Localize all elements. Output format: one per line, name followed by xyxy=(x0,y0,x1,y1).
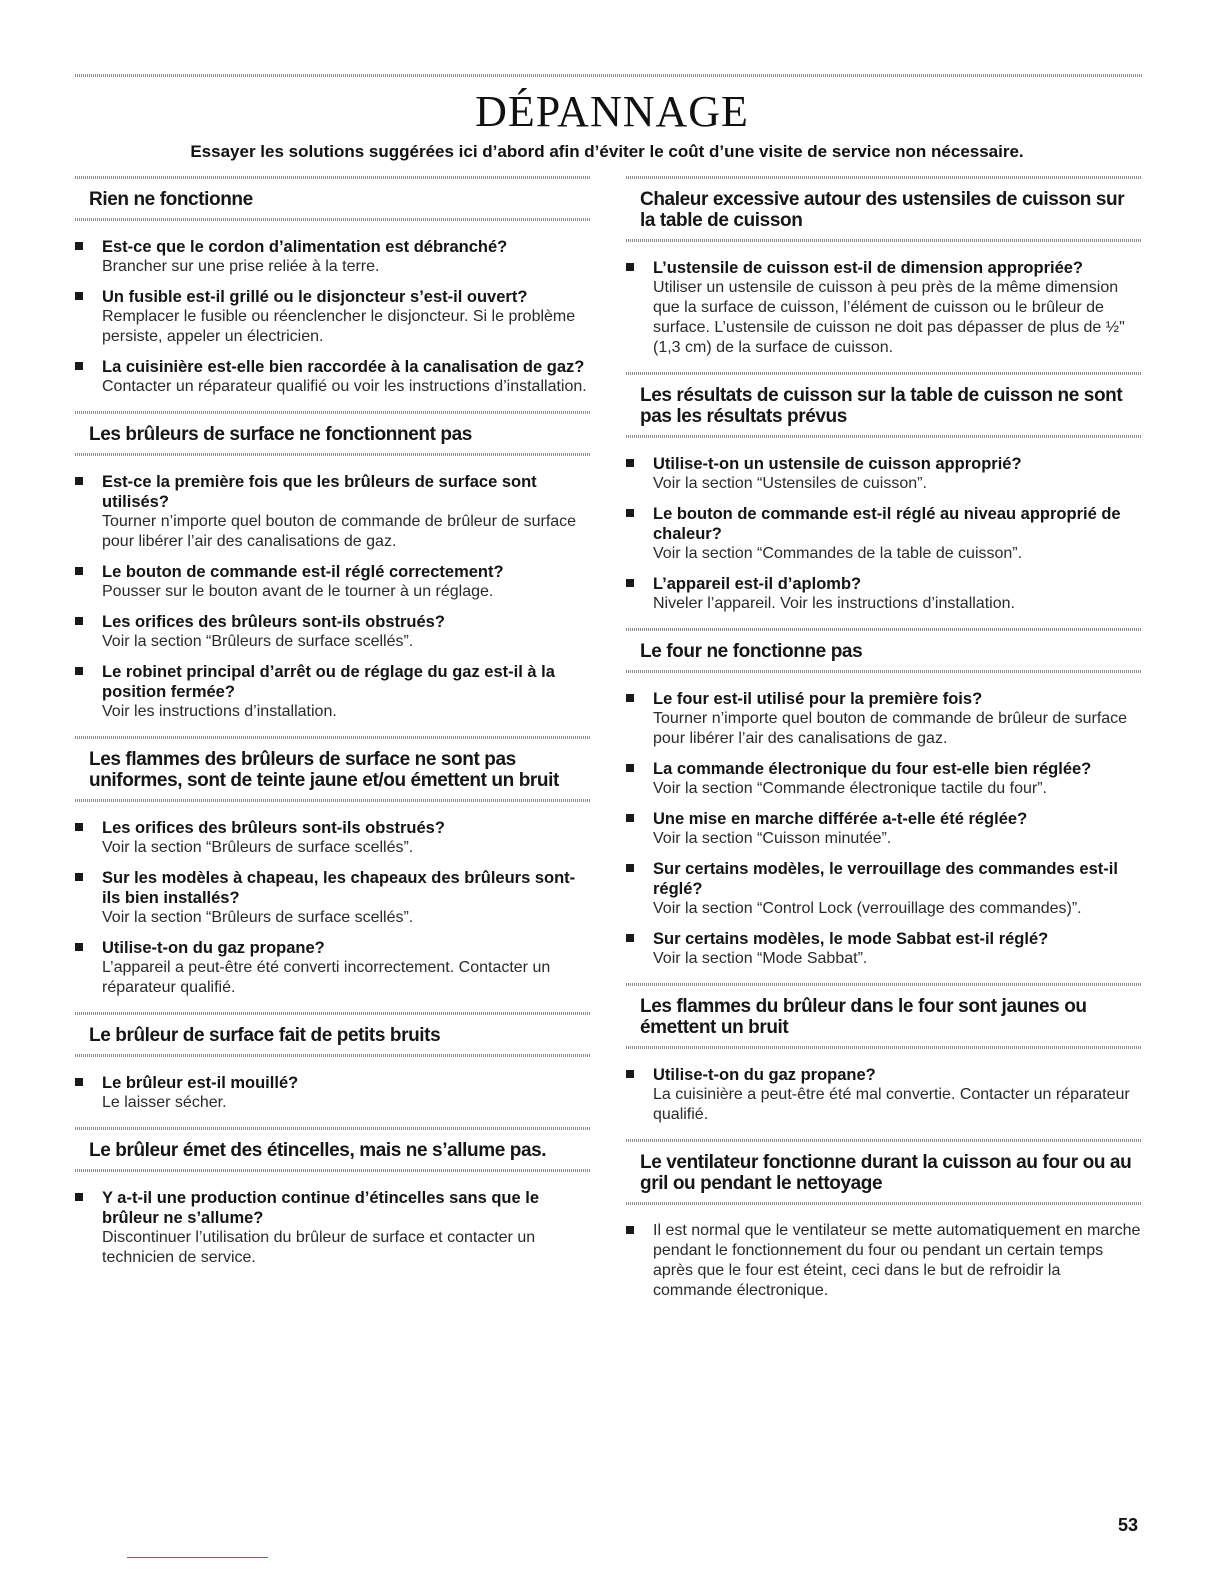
question-text: Un fusible est-il grillé ou le disjoncteur s’est-il ouvert? xyxy=(102,288,528,306)
list-item xyxy=(626,1221,1141,1301)
section-title: Le four ne fonctionne pas xyxy=(640,641,863,662)
section-header xyxy=(75,732,590,802)
square-bullet-icon xyxy=(75,242,83,250)
answer-text: L’appareil a peut-être été converti incorrectement. Contacter un réparateur qualifié. xyxy=(102,959,551,996)
page-subtitle: Essayer les solutions suggérées ici d’abord afin d’éviter le coût d’une visite de service non nécessaire. xyxy=(190,142,1024,161)
square-bullet-icon xyxy=(626,694,634,702)
question-text: L’appareil est-il d’aplomb? xyxy=(653,575,862,593)
section-title: Le brûleur de surface fait de petits bruits xyxy=(89,1025,441,1046)
section-header xyxy=(75,407,590,456)
question-text: L’ustensile de cuisson est-il de dimension appropriée? xyxy=(653,259,1084,277)
answer-text: Utiliser un ustensile de cuisson à peu près de la même dimension que la surface de cuisson, l’élément de cuisson ou le brûleur de surface. L’ustensile de cuisson ne doit pas dépasser de plus de ½" (1,3 cm) de la surface de cuisson. xyxy=(653,279,1125,356)
right-column xyxy=(626,172,1141,1311)
square-bullet-icon xyxy=(626,934,634,942)
question-text: Le robinet principal d’arrêt ou de réglage du gaz est-il à la position fermée? xyxy=(102,663,555,701)
question-text: Le four est-il utilisé pour la première fois? xyxy=(653,690,983,708)
square-bullet-icon xyxy=(75,617,83,625)
footer-link-line xyxy=(127,1557,268,1558)
question-list xyxy=(75,221,590,397)
question-text: Sur certains modèles, le verrouillage des commandes est-il réglé? xyxy=(653,860,1118,898)
troubleshooting-section xyxy=(626,172,1141,358)
answer-text: Pousser sur le bouton avant de le tourner à un réglage. xyxy=(102,583,494,600)
question-text: Une mise en marche différée a-t-elle été réglée? xyxy=(653,810,1028,828)
square-bullet-icon xyxy=(75,362,83,370)
troubleshooting-section xyxy=(626,368,1141,614)
answer-text: Voir la section “Commande électronique tactile du four”. xyxy=(653,780,1047,797)
answer-text: Il est normal que le ventilateur se mette automatiquement en marche pendant le fonctionnement du four ou pendant un certain temps après que le four est éteint, ceci dans le but de refroidir la commande électronique. xyxy=(653,1222,1141,1299)
troubleshooting-section xyxy=(626,1135,1141,1301)
question-list xyxy=(626,673,1141,969)
list-item xyxy=(626,1065,1141,1125)
question-text: Les orifices des brûleurs sont-ils obstrués? xyxy=(102,613,445,631)
section-header xyxy=(626,979,1141,1049)
question-text: Le bouton de commande est-il réglé au niveau approprié de chaleur? xyxy=(653,505,1121,543)
square-bullet-icon xyxy=(626,579,634,587)
troubleshooting-section xyxy=(75,1008,590,1113)
troubleshooting-section xyxy=(626,979,1141,1125)
section-header xyxy=(626,1135,1141,1205)
list-item xyxy=(626,258,1141,358)
section-header xyxy=(626,172,1141,242)
question-list xyxy=(626,1205,1141,1301)
question-text: Le bouton de commande est-il réglé correctement? xyxy=(102,563,504,581)
square-bullet-icon xyxy=(75,567,83,575)
troubleshooting-section xyxy=(75,407,590,722)
square-bullet-icon xyxy=(626,764,634,772)
page-title: DÉPANNAGE xyxy=(475,87,749,136)
list-item xyxy=(75,868,590,928)
question-list xyxy=(75,1172,590,1268)
list-item xyxy=(75,938,590,998)
section-header xyxy=(75,1123,590,1172)
section-header xyxy=(75,172,590,221)
section-title: Les flammes du brûleur dans le four sont jaunes ou émettent un bruit xyxy=(640,996,1087,1038)
square-bullet-icon xyxy=(75,667,83,675)
list-item xyxy=(626,809,1141,849)
question-text: Est-ce la première fois que les brûleurs de surface sont utilisés? xyxy=(102,473,537,511)
list-item xyxy=(75,1073,590,1113)
section-title: Chaleur excessive autour des ustensiles de cuisson sur la table de cuisson xyxy=(640,189,1125,231)
section-header xyxy=(626,368,1141,438)
list-item xyxy=(75,612,590,652)
answer-text: La cuisinière a peut-être été mal convertie. Contacter un réparateur qualifié. xyxy=(653,1086,1130,1123)
section-title: Les flammes des brûleurs de surface ne sont pas uniformes, sont de teinte jaune et/ou émettent un bruit xyxy=(89,749,559,791)
square-bullet-icon xyxy=(626,1070,634,1078)
question-list xyxy=(626,438,1141,614)
section-title: Le ventilateur fonctionne durant la cuisson au four ou au gril ou pendant le nettoyage xyxy=(640,1152,1132,1194)
answer-text: Niveler l’appareil. Voir les instructions d’installation. xyxy=(653,595,1015,612)
answer-text: Tourner n’importe quel bouton de commande de brûleur de surface pour libérer l’air des canalisations de gaz. xyxy=(653,710,1128,747)
question-text: Sur certains modèles, le mode Sabbat est-il réglé? xyxy=(653,930,1049,948)
question-text: Est-ce que le cordon d’alimentation est débranché? xyxy=(102,238,508,256)
section-title: Le brûleur émet des étincelles, mais ne s’allume pas. xyxy=(89,1140,547,1161)
answer-text: Discontinuer l’utilisation du brûleur de surface et contacter un technicien de service. xyxy=(102,1229,536,1266)
section-header xyxy=(626,624,1141,673)
answer-text: Remplacer le fusible ou réenclencher le disjoncteur. Si le problème persiste, appeler un électricien. xyxy=(102,308,576,345)
answer-text: Voir la section “Brûleurs de surface scellés”. xyxy=(102,633,414,650)
list-item xyxy=(626,504,1141,564)
list-item xyxy=(75,562,590,602)
answer-text: Voir la section “Cuisson minutée”. xyxy=(653,830,892,847)
list-item xyxy=(626,759,1141,799)
answer-text: Voir la section “Brûleurs de surface scellés”. xyxy=(102,909,414,926)
question-text: Sur les modèles à chapeau, les chapeaux des brûleurs sont-ils bien installés? xyxy=(102,869,576,907)
question-text: La cuisinière est-elle bien raccordée à la canalisation de gaz? xyxy=(102,358,585,376)
page-number: 53 xyxy=(1118,1515,1139,1535)
square-bullet-icon xyxy=(75,873,83,881)
section-header xyxy=(75,1008,590,1057)
square-bullet-icon xyxy=(626,459,634,467)
answer-text: Brancher sur une prise reliée à la terre. xyxy=(102,258,380,275)
list-item xyxy=(626,574,1141,614)
answer-text: Tourner n’importe quel bouton de commande de brûleur de surface pour libérer l’air des canalisations de gaz. xyxy=(102,513,577,550)
square-bullet-icon xyxy=(75,823,83,831)
square-bullet-icon xyxy=(75,1193,83,1201)
troubleshooting-section xyxy=(626,624,1141,969)
answer-text: Voir la section “Ustensiles de cuisson”. xyxy=(653,475,927,492)
list-item xyxy=(75,1188,590,1268)
answer-text: Le laisser sécher. xyxy=(102,1094,227,1111)
answer-text: Voir la section “Mode Sabbat”. xyxy=(653,950,868,967)
question-list xyxy=(75,1057,590,1113)
square-bullet-icon xyxy=(626,509,634,517)
answer-text: Voir la section “Control Lock (verrouillage des commandes)”. xyxy=(653,900,1082,917)
answer-text: Voir les instructions d’installation. xyxy=(102,703,337,720)
square-bullet-icon xyxy=(75,477,83,485)
troubleshooting-section xyxy=(75,732,590,998)
question-text: Utilise-t-on du gaz propane? xyxy=(653,1066,876,1084)
square-bullet-icon xyxy=(75,1078,83,1086)
left-column xyxy=(75,172,590,1278)
question-text: Le brûleur est-il mouillé? xyxy=(102,1074,299,1092)
list-item xyxy=(75,237,590,277)
list-item xyxy=(75,287,590,347)
square-bullet-icon xyxy=(75,292,83,300)
section-title: Les brûleurs de surface ne fonctionnent pas xyxy=(89,424,472,445)
list-item xyxy=(626,454,1141,494)
question-text: La commande électronique du four est-elle bien réglée? xyxy=(653,760,1092,778)
question-list xyxy=(75,802,590,998)
answer-text: Voir la section “Brûleurs de surface scellés”. xyxy=(102,839,414,856)
question-list xyxy=(626,1049,1141,1125)
list-item xyxy=(626,929,1141,969)
section-title: Les résultats de cuisson sur la table de cuisson ne sont pas les résultats prévus xyxy=(640,385,1123,427)
question-text: Utilise-t-on un ustensile de cuisson approprié? xyxy=(653,455,1022,473)
question-text: Y a-t-il une production continue d’étincelles sans que le brûleur ne s’allume? xyxy=(102,1189,540,1227)
list-item xyxy=(75,472,590,552)
answer-text: Contacter un réparateur qualifié ou voir les instructions d’installation. xyxy=(102,378,587,395)
square-bullet-icon xyxy=(626,864,634,872)
list-item xyxy=(626,689,1141,749)
list-item xyxy=(75,662,590,722)
question-text: Les orifices des brûleurs sont-ils obstrués? xyxy=(102,819,445,837)
square-bullet-icon xyxy=(626,263,634,271)
question-list xyxy=(75,456,590,722)
list-item xyxy=(75,818,590,858)
list-item xyxy=(626,859,1141,919)
answer-text: Voir la section “Commandes de la table de cuisson”. xyxy=(653,545,1023,562)
question-list xyxy=(626,242,1141,358)
square-bullet-icon xyxy=(626,814,634,822)
troubleshooting-section xyxy=(75,1123,590,1268)
square-bullet-icon xyxy=(626,1226,634,1234)
troubleshooting-section xyxy=(75,172,590,397)
top-divider xyxy=(75,74,1143,77)
section-title: Rien ne fonctionne xyxy=(89,189,253,210)
question-text: Utilise-t-on du gaz propane? xyxy=(102,939,325,957)
list-item xyxy=(75,357,590,397)
square-bullet-icon xyxy=(75,943,83,951)
